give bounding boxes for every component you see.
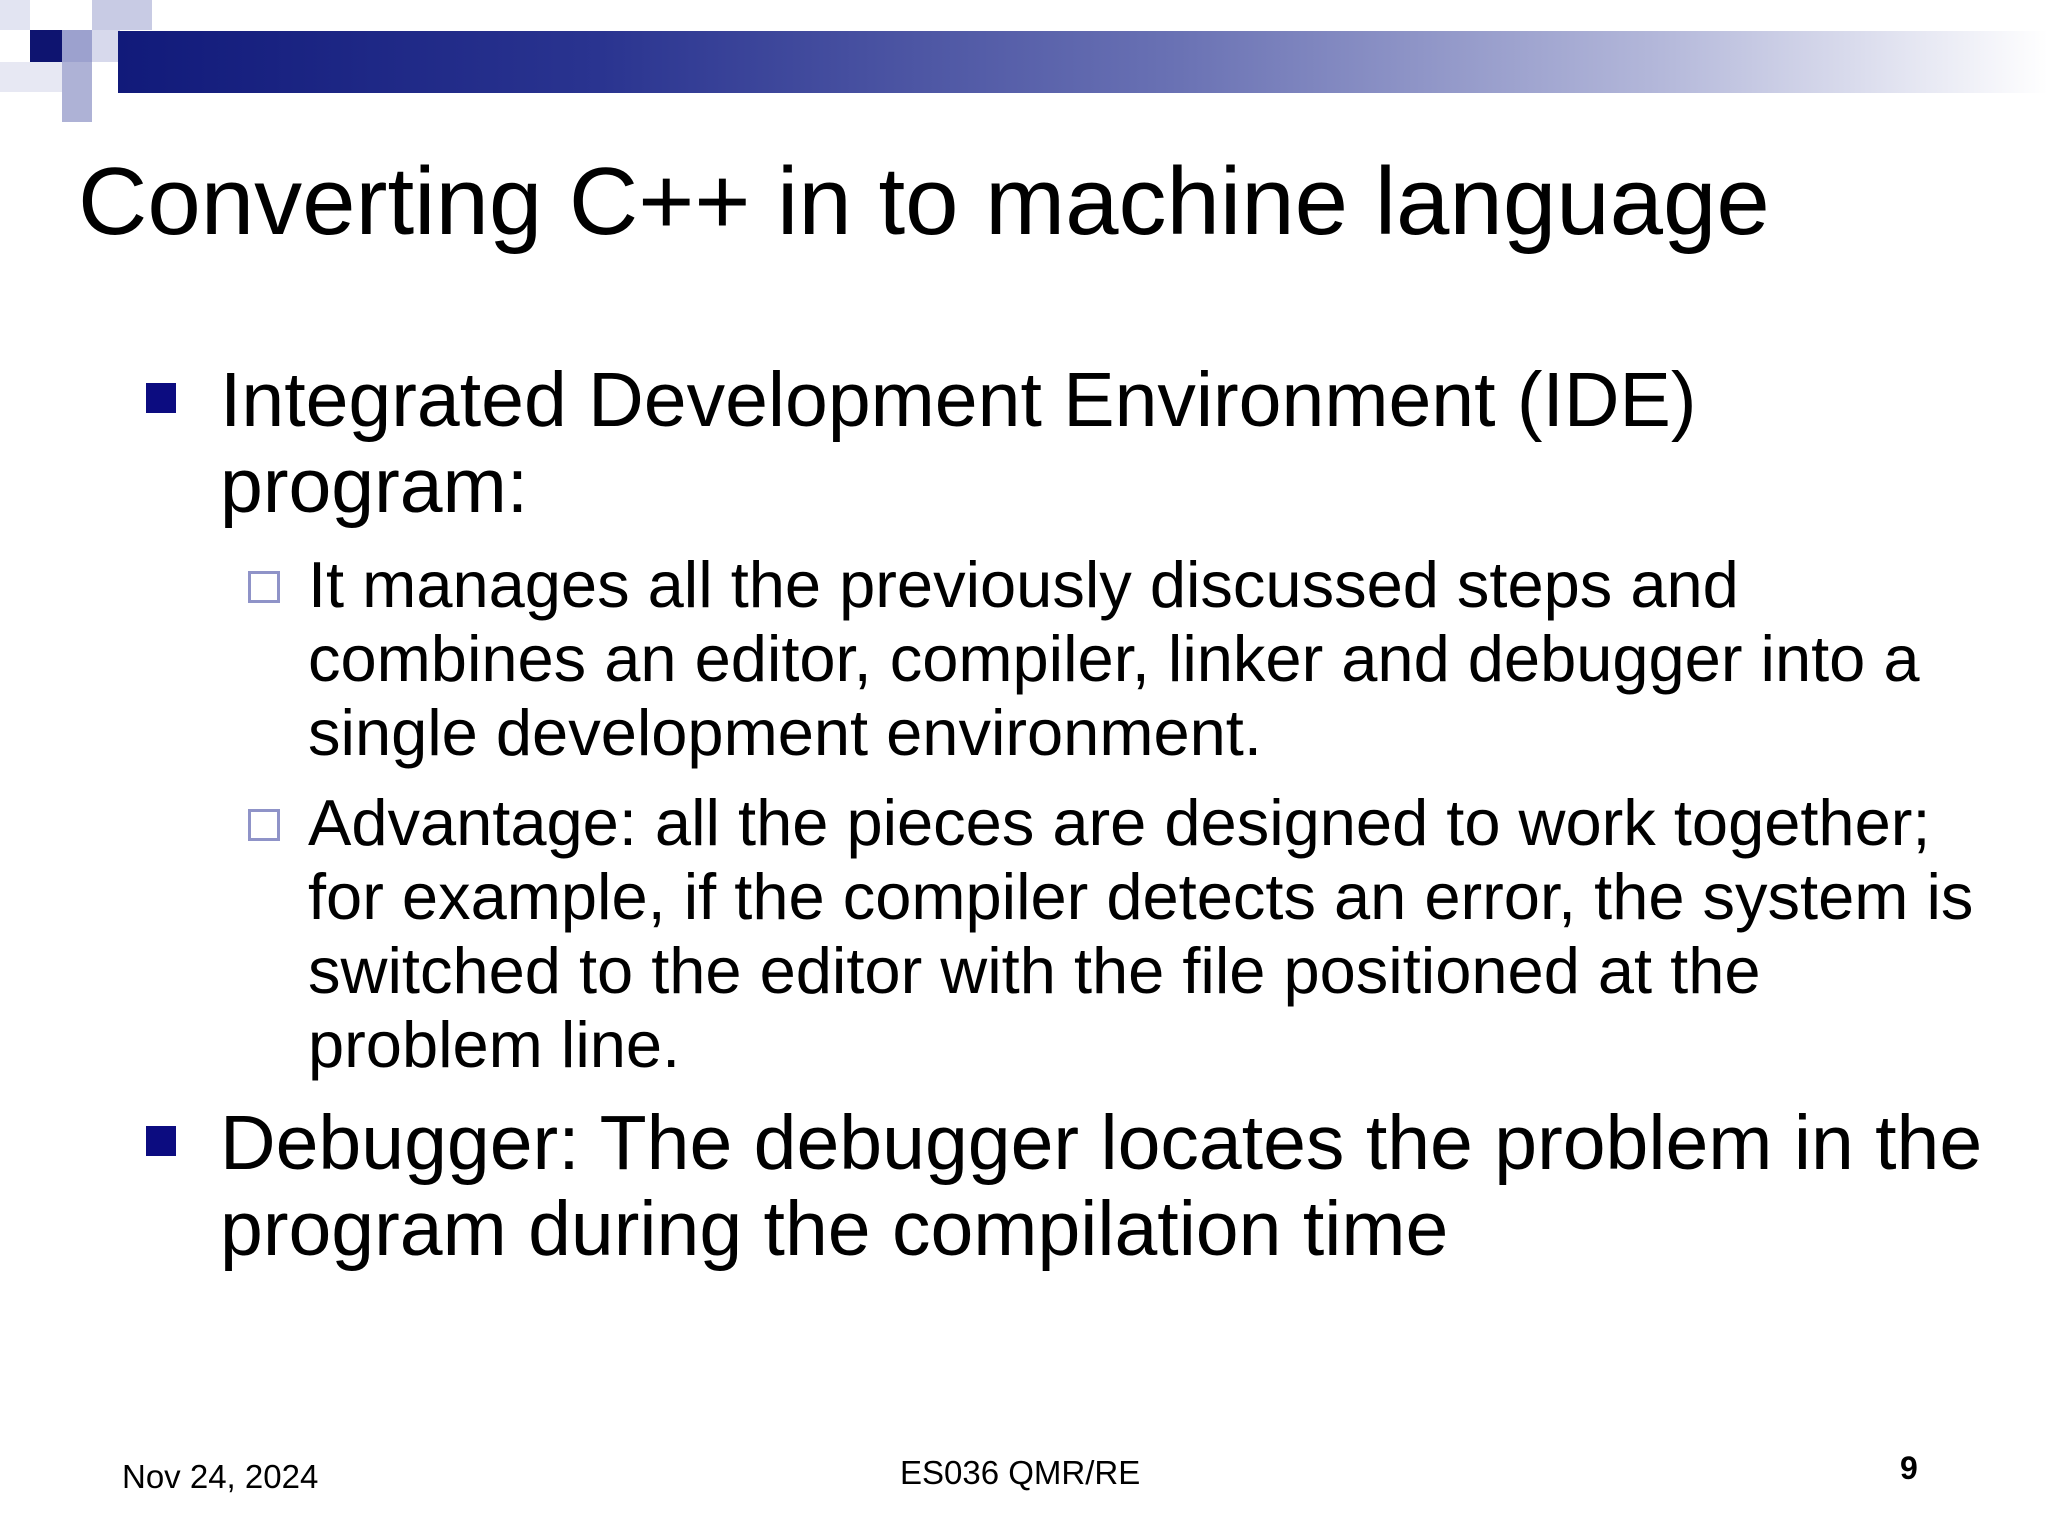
hollow-square-bullet-icon bbox=[248, 809, 280, 841]
decorative-square bbox=[0, 62, 62, 92]
square-bullet-icon bbox=[146, 383, 176, 413]
bullet-text: Debugger: The debugger locates the problem in the program during the compilation time bbox=[220, 1100, 1983, 1272]
square-bullet-icon bbox=[146, 1126, 176, 1156]
footer-course-code: ES036 QMR/RE bbox=[900, 1454, 1141, 1491]
decorative-square bbox=[92, 30, 120, 62]
decorative-square bbox=[92, 0, 152, 30]
sub-bullet-text: Advantage: all the pieces are designed to work together; for example, if the compiler detects an error, the system is switched to the editor with the file positioned at the problem line. bbox=[308, 786, 1974, 1081]
bullet-text: Integrated Development Environment (IDE) program: bbox=[220, 357, 1697, 529]
decorative-square bbox=[62, 30, 92, 62]
page-number: 9 bbox=[1900, 1450, 1918, 1486]
decorative-square bbox=[0, 0, 30, 30]
footer-date: Nov 24, 2024 bbox=[122, 1458, 319, 1495]
decorative-square bbox=[62, 62, 92, 122]
decorative-square bbox=[30, 30, 62, 62]
hollow-square-bullet-icon bbox=[248, 571, 280, 603]
slide-title: Converting C++ in to machine language bbox=[78, 148, 1770, 255]
header-gradient-band bbox=[118, 31, 2048, 93]
sub-bullet-text: It manages all the previously discussed steps and combines an editor, compiler, linker and debugger into a single development environment. bbox=[308, 548, 1920, 769]
